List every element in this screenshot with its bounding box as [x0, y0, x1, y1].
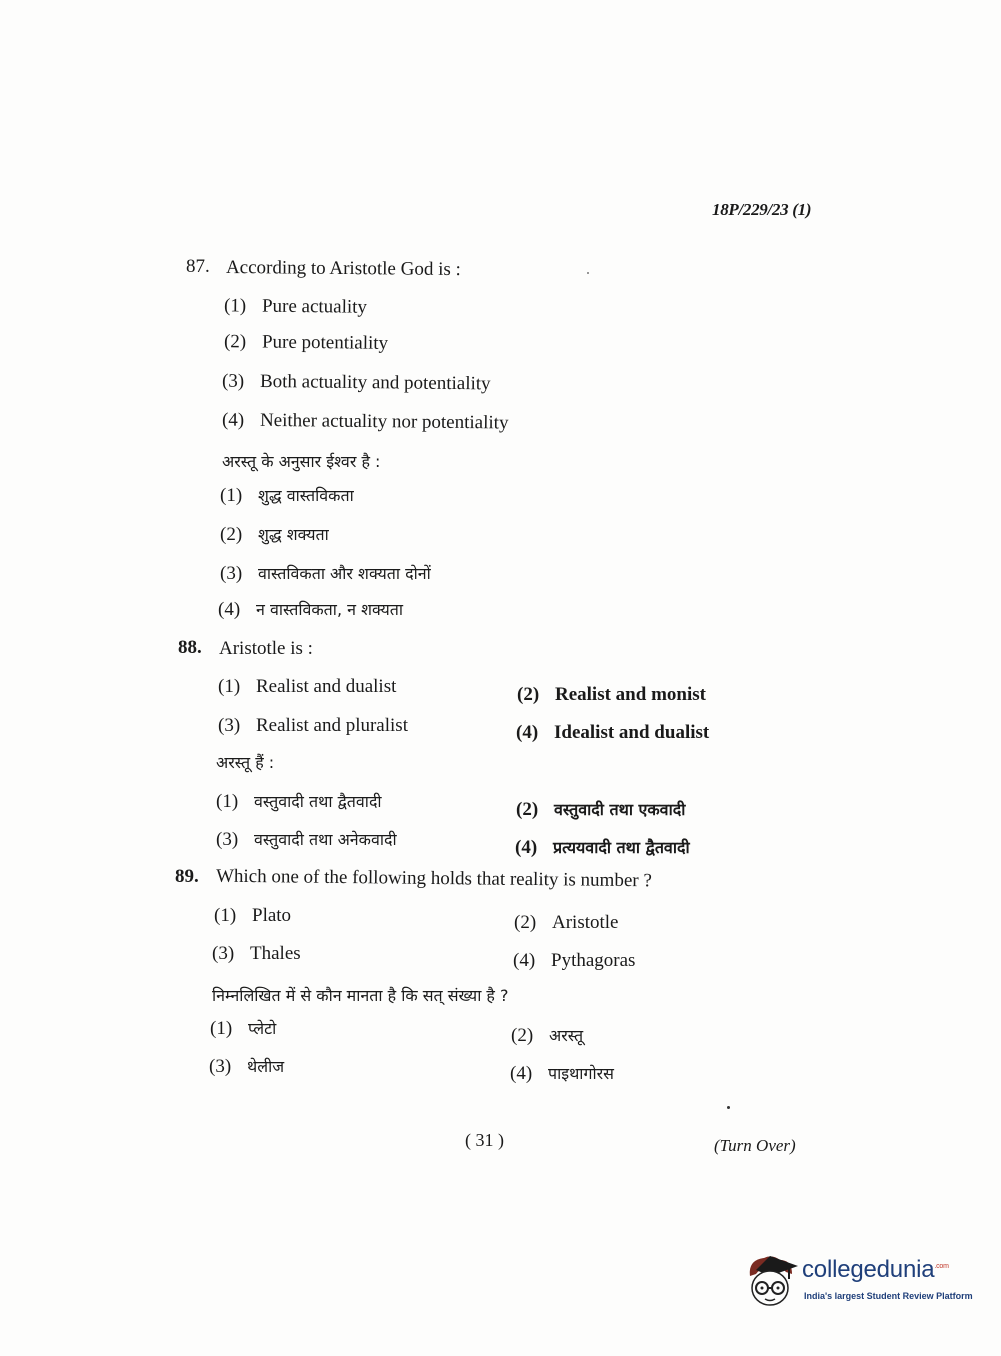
- question-number: 87.: [186, 256, 210, 277]
- option-en-1: (1) Plato: [214, 905, 292, 926]
- page-number: ( 31 ): [465, 1130, 504, 1150]
- question-text-en: Aristotle is :: [219, 638, 313, 659]
- question-text-hi: निम्नलिखित में से कौन मानता है कि सत् संख्या है ?: [212, 986, 509, 1005]
- question-text-hi: अरस्तू के अनुसार ईश्वर है :: [222, 452, 381, 471]
- option-hi-2: (2) अरस्तू: [511, 1025, 584, 1046]
- option-en-1: (1) Pure actuality: [223, 295, 368, 318]
- turn-over-label: (Turn Over): [714, 1136, 796, 1155]
- option-en-2: (2) Aristotle: [514, 912, 619, 933]
- brand-tagline: India's largest Student Review Platform: [804, 1291, 973, 1301]
- option-en-1: (1) Realist and dualist: [218, 676, 397, 697]
- option-hi-4: (4) न वास्तविकता, न शक्यता: [218, 599, 404, 620]
- option-en-3: (3) Both actuality and potentiality: [221, 370, 491, 395]
- option-hi-2: (2) वस्तुवादी तथा एकवादी: [516, 799, 686, 820]
- mascot-logo-icon: [742, 1252, 800, 1310]
- speck: [727, 1106, 730, 1109]
- option-hi-4: (4) पाइथागोरस: [510, 1063, 614, 1084]
- option-hi-3: (3) वस्तुवादी तथा अनेकवादी: [216, 829, 397, 850]
- option-hi-3: (3) वास्तविकता और शक्यता दोनों: [220, 563, 431, 584]
- option-en-2: (2) Realist and monist: [517, 684, 706, 705]
- option-en-2: (2) Pure potentiality: [223, 331, 389, 354]
- paper-code: 18P/229/23 (1): [712, 200, 812, 219]
- question-text-hi: अरस्तू हैं :: [216, 753, 275, 772]
- question-number: 88.: [178, 637, 202, 658]
- option-hi-1: (1) प्लेटो: [210, 1018, 277, 1039]
- option-hi-4: (4) प्रत्ययवादी तथा द्वैतवादी: [515, 837, 690, 858]
- option-hi-3: (3) थेलीज: [209, 1056, 285, 1077]
- question-text-en: According to Aristotle God is :: [225, 256, 461, 281]
- collegedunia-watermark: [742, 1250, 972, 1314]
- option-en-4: (4) Pythagoras: [513, 950, 636, 971]
- option-hi-1: (1) वस्तुवादी तथा द्वैतवादी: [216, 791, 382, 812]
- question-text-en: Which one of the following holds that reality is number ?: [215, 865, 652, 892]
- option-hi-2: (2) शुद्ध शक्यता: [220, 524, 329, 545]
- option-en-3: (3) Realist and pluralist: [218, 715, 408, 736]
- option-en-4: (4) Idealist and dualist: [516, 722, 710, 743]
- option-en-3: (3) Thales: [212, 943, 301, 964]
- question-number: 89.: [175, 866, 199, 887]
- option-hi-1: (1) शुद्ध वास्तविकता: [220, 485, 354, 506]
- option-en-4: (4) Neither actuality nor potentiality: [221, 409, 509, 434]
- speck: [587, 272, 589, 274]
- brand-name: collegedunia$^{.com}$: [802, 1256, 949, 1283]
